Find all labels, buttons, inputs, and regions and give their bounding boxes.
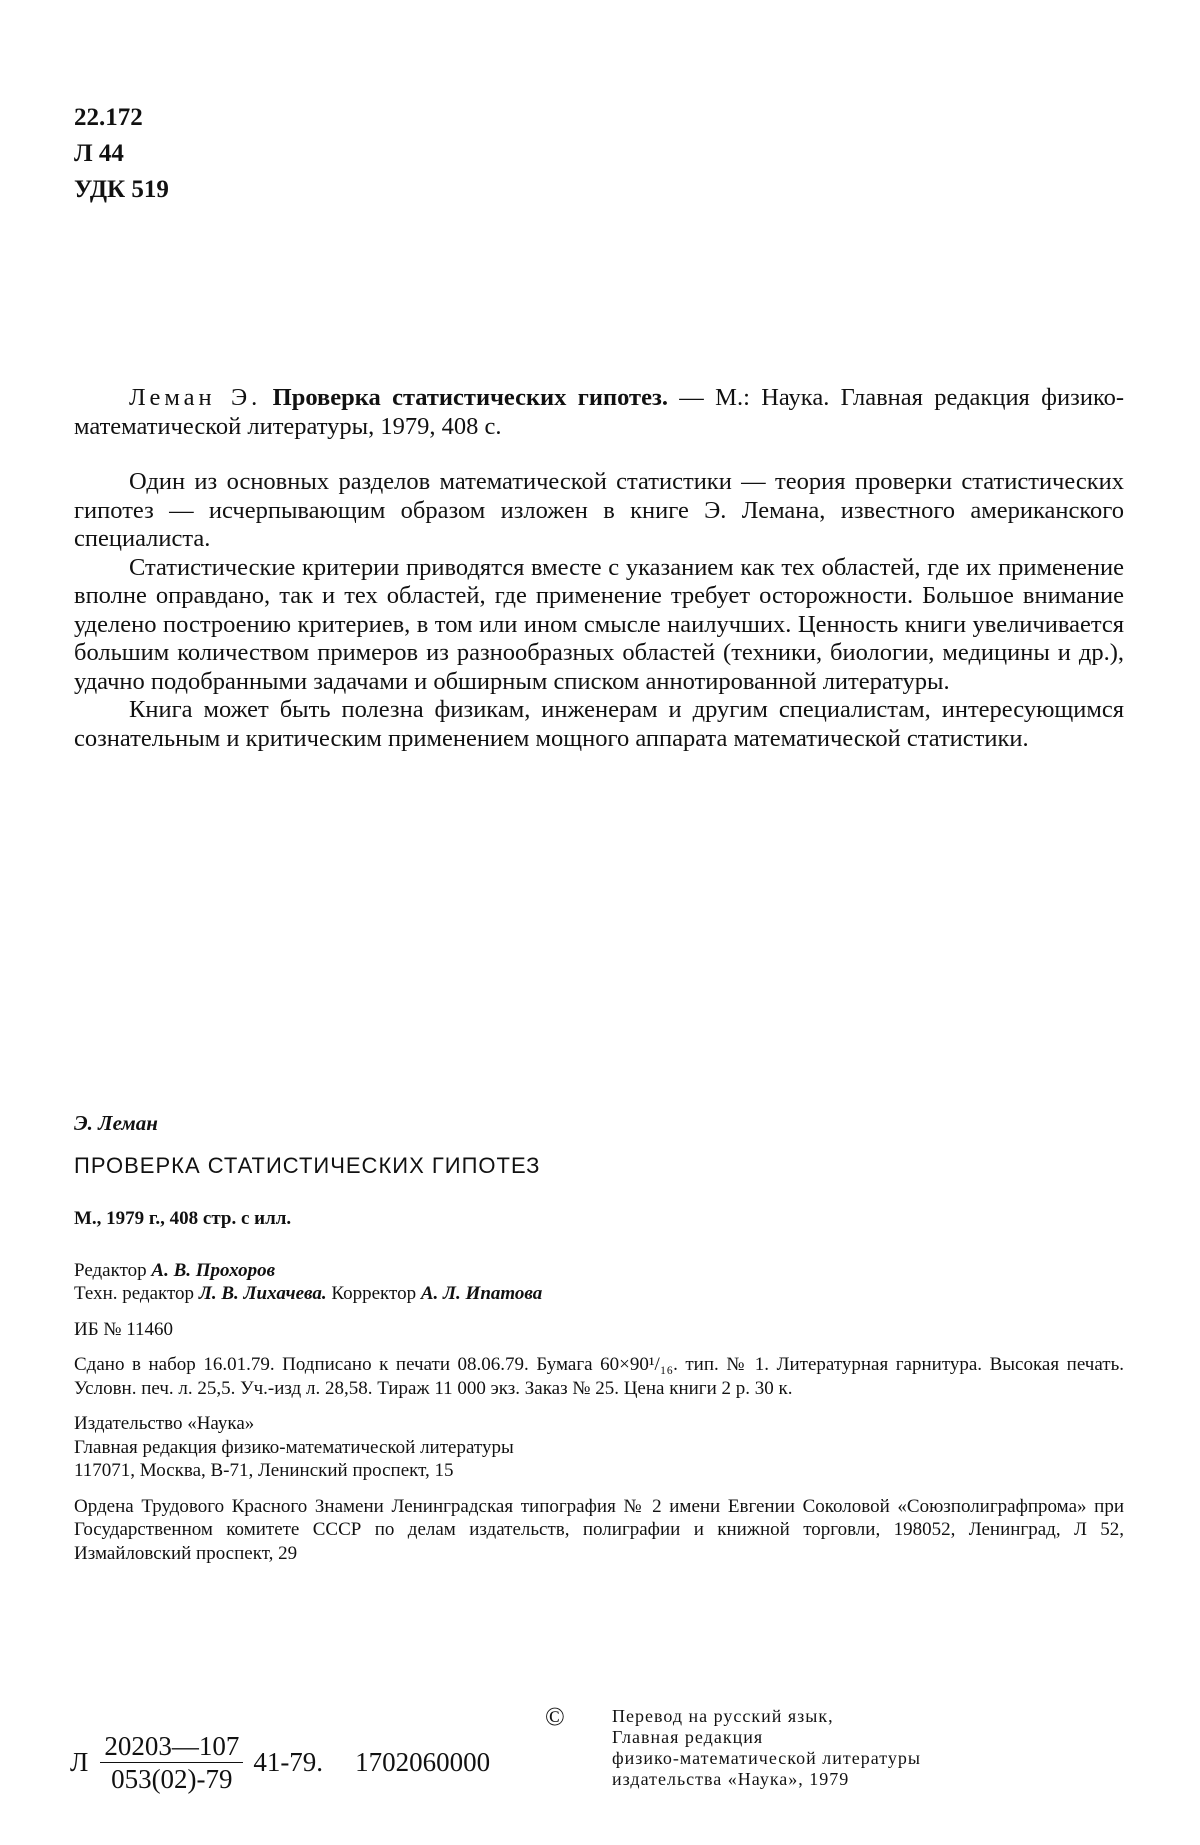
publisher-name: Издательство «Наука» bbox=[74, 1412, 1124, 1436]
editor-label: Редактор bbox=[74, 1260, 151, 1281]
imprint-author: Э. Леман bbox=[74, 1112, 1124, 1136]
annotation-paragraph-2: Статистические критерии приводятся вместе с указанием как тех областей, где их применение вполне оправдано, так и тех областей, где применение требует осторожности. Большое внимание уделено построению критериев, в том или ином смысле наилучших. Ценность книги увеличивается большим количеством примеров из разнообразных областей (техники, биологии, медицины и др.), удачно подобранными задачами и обширным списком аннотированной литературы. bbox=[74, 554, 1124, 697]
copyright-line-2: Главная редакция bbox=[612, 1727, 921, 1748]
copyright-line-4: издательства «Наука», 1979 bbox=[612, 1769, 921, 1790]
bibliographic-record bbox=[74, 384, 1124, 441]
annotation-paragraph-1: Один из основных разделов математической статистики — теория проверки статистических гипотез — исчерпывающим образом изложен в книге Э. Лемана, известного американского специалиста. bbox=[74, 468, 1124, 554]
annotation-block bbox=[74, 384, 1124, 753]
print-details: Сдано в набор 16.01.79. Подписано к печати 08.06.79. Бумага 60×90¹/₁₆. тип. № 1. Литературная гарнитура. Высокая печать. Условн. печ. л. 25,5. Уч.-изд л. 28,58. Тираж 11 000 экз. Заказ № 25. Цена книги 2 р. 30 к. bbox=[74, 1353, 1124, 1400]
index-numerator: 20203—107 bbox=[100, 1730, 243, 1763]
publisher-department: Главная редакция физико-математической литературы bbox=[74, 1436, 1124, 1460]
bbk-code: 22.172 bbox=[74, 100, 169, 136]
index-fraction bbox=[100, 1730, 243, 1795]
imprint-block bbox=[74, 1112, 1124, 1565]
index-denominator: 053(02)-79 bbox=[107, 1763, 236, 1795]
author-mark: Л 44 bbox=[74, 136, 169, 172]
ib-number: ИБ № 11460 bbox=[74, 1318, 1124, 1342]
printer-info: Ордена Трудового Красного Знамени Ленинградская типография № 2 имени Евгении Соколовой «Союзполиграфпрома» при Государственном комитете СССР по делам издательств, полиграфии и книжной торговли, 198052, Ленинград, Л 52, Измайловский проспект, 29 bbox=[74, 1495, 1124, 1566]
udc-code: УДК 519 bbox=[74, 172, 169, 208]
index-number: 1702060000 bbox=[355, 1747, 490, 1778]
bib-author: Леман Э. bbox=[129, 384, 261, 411]
copyright-icon: © bbox=[545, 1702, 565, 1732]
editor-line bbox=[74, 1259, 1124, 1283]
tech-editor-label: Техн. редактор bbox=[74, 1283, 199, 1304]
corrector-name: А. Л. Ипатова bbox=[421, 1283, 542, 1304]
publisher-address: 117071, Москва, В-71, Ленинский проспект, 15 bbox=[74, 1459, 1124, 1483]
copyright-line-1: Перевод на русский язык, bbox=[612, 1706, 921, 1727]
classification-codes bbox=[74, 100, 169, 208]
bib-title: Проверка статистических гипотез. bbox=[273, 384, 668, 411]
index-code bbox=[70, 1730, 490, 1795]
index-suffix: 41-79. bbox=[253, 1747, 323, 1778]
index-prefix: Л bbox=[70, 1747, 88, 1778]
copyright-notice bbox=[612, 1706, 921, 1790]
corrector-label: Корректор bbox=[327, 1283, 421, 1304]
tech-editor-name: Л. В. Лихачева. bbox=[199, 1283, 327, 1304]
tech-editor-line bbox=[74, 1282, 1124, 1306]
imprint-title: ПРОВЕРКА СТАТИСТИЧЕСКИХ ГИПОТЕЗ bbox=[74, 1154, 1124, 1178]
imprint-publication-short: М., 1979 г., 408 стр. с илл. bbox=[74, 1207, 1124, 1231]
copyright-line-3: физико-математической литературы bbox=[612, 1748, 921, 1769]
bib-publication: — М.: Наука. Главная редакция физико-математической литературы, 1979, 408 с. bbox=[74, 384, 1124, 440]
editor-name: А. В. Прохоров bbox=[151, 1260, 275, 1281]
annotation-paragraph-3: Книга может быть полезна физикам, инженерам и другим специалистам, интересующимся сознательным и критическим применением мощного аппарата математической статистики. bbox=[74, 696, 1124, 753]
